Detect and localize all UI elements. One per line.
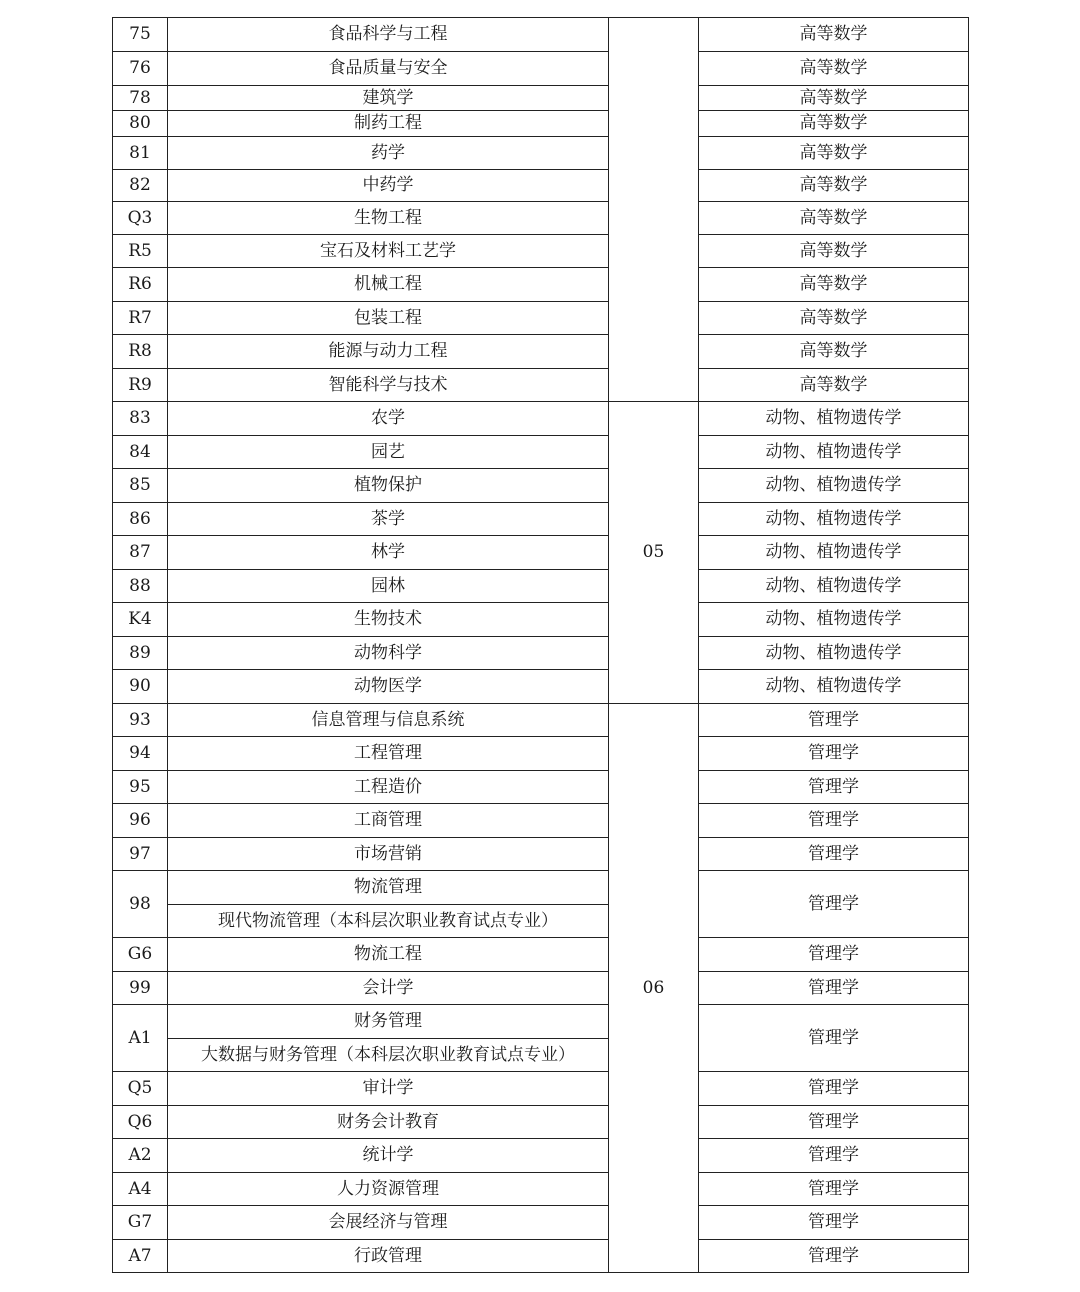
major-cell: 财务管理: [168, 1005, 609, 1039]
subject-cell: 管理学: [699, 737, 969, 771]
group-code-cell: [609, 18, 699, 402]
subject-cell: 高等数学: [699, 268, 969, 302]
table-row: [113, 804, 969, 838]
code-cell: 93: [113, 704, 168, 737]
table-row: [113, 111, 969, 137]
table-row: [113, 86, 969, 111]
table-row: [113, 1106, 969, 1139]
subject-cell: 高等数学: [699, 111, 969, 137]
major-cell: 工程造价: [168, 771, 609, 804]
table-row: [113, 369, 969, 402]
table-row: [113, 1139, 969, 1173]
major-cell: 审计学: [168, 1072, 609, 1106]
table-row: [113, 1005, 969, 1039]
code-cell: A2: [113, 1139, 168, 1173]
major-cell: 药学: [168, 137, 609, 170]
major-cell: 工商管理: [168, 804, 609, 838]
subject-cell: 管理学: [699, 972, 969, 1005]
major-cell: 建筑学: [168, 86, 609, 111]
code-cell: 99: [113, 972, 168, 1005]
code-cell: A7: [113, 1240, 168, 1273]
code-cell: Q5: [113, 1072, 168, 1106]
table-row: [113, 1240, 969, 1273]
subject-cell: 高等数学: [699, 335, 969, 369]
group-code-cell: 05: [609, 402, 699, 704]
table-row: [113, 536, 969, 570]
subject-cell: 高等数学: [699, 369, 969, 402]
code-cell: 80: [113, 111, 168, 137]
code-cell: 95: [113, 771, 168, 804]
code-cell: 85: [113, 469, 168, 503]
major-cell: 会展经济与管理: [168, 1206, 609, 1240]
subject-cell: 动物、植物遗传学: [699, 469, 969, 503]
code-cell: 96: [113, 804, 168, 838]
code-cell: R6: [113, 268, 168, 302]
code-cell: K4: [113, 603, 168, 637]
subject-cell: 管理学: [699, 1139, 969, 1173]
major-cell: 能源与动力工程: [168, 335, 609, 369]
subject-cell: 管理学: [699, 938, 969, 972]
code-cell: R8: [113, 335, 168, 369]
major-cell: 园艺: [168, 436, 609, 469]
subject-cell: 管理学: [699, 1072, 969, 1106]
major-cell: 生物工程: [168, 202, 609, 235]
code-cell: 94: [113, 737, 168, 771]
subject-cell: 高等数学: [699, 170, 969, 202]
subject-cell: 管理学: [699, 771, 969, 804]
table-row: [113, 268, 969, 302]
subject-cell: 动物、植物遗传学: [699, 570, 969, 603]
table-row: [113, 436, 969, 469]
subject-cell: 高等数学: [699, 302, 969, 335]
code-cell: 82: [113, 170, 168, 202]
code-cell: 89: [113, 637, 168, 670]
major-cell: 林学: [168, 536, 609, 570]
subject-cell: 高等数学: [699, 235, 969, 268]
subject-cell: 动物、植物遗传学: [699, 402, 969, 436]
table-row: [113, 335, 969, 369]
table-row: [113, 871, 969, 905]
table-row: [113, 52, 969, 86]
subject-cell: 管理学: [699, 1206, 969, 1240]
major-cell: 茶学: [168, 503, 609, 536]
table-row: [113, 603, 969, 637]
subject-cell: 管理学: [699, 1173, 969, 1206]
table-row: [113, 503, 969, 536]
major-cell: 物流工程: [168, 938, 609, 972]
subject-cell: 高等数学: [699, 137, 969, 170]
major-cell: 农学: [168, 402, 609, 436]
subject-cell: 高等数学: [699, 18, 969, 52]
table-row: [113, 637, 969, 670]
major-cell: 动物医学: [168, 670, 609, 704]
major-cell: 制药工程: [168, 111, 609, 137]
major-cell: 会计学: [168, 972, 609, 1005]
table-row: [113, 972, 969, 1005]
subject-cell: 动物、植物遗传学: [699, 436, 969, 469]
table-row: [113, 1173, 969, 1206]
subject-cell: 高等数学: [699, 202, 969, 235]
major-cell: 机械工程: [168, 268, 609, 302]
subject-cell: 动物、植物遗传学: [699, 536, 969, 570]
code-cell: 98: [113, 871, 168, 938]
subject-cell: 动物、植物遗传学: [699, 603, 969, 637]
major-cell: 工程管理: [168, 737, 609, 771]
code-cell: R5: [113, 235, 168, 268]
code-cell: Q3: [113, 202, 168, 235]
subject-cell: 高等数学: [699, 86, 969, 111]
major-cell: 中药学: [168, 170, 609, 202]
major-cell: 市场营销: [168, 838, 609, 871]
code-cell: G7: [113, 1206, 168, 1240]
code-cell: 78: [113, 86, 168, 111]
table-row: [113, 235, 969, 268]
table-row: [113, 838, 969, 871]
subject-cell: 管理学: [699, 1005, 969, 1072]
code-cell: 84: [113, 436, 168, 469]
table-row: [113, 302, 969, 335]
subject-table: [112, 17, 969, 1273]
major-cell: 食品科学与工程: [168, 18, 609, 52]
subject-cell: 管理学: [699, 1240, 969, 1273]
table-row: [113, 170, 969, 202]
code-cell: 90: [113, 670, 168, 704]
major-cell: 现代物流管理（本科层次职业教育试点专业）: [168, 905, 609, 938]
code-cell: A4: [113, 1173, 168, 1206]
code-cell: 97: [113, 838, 168, 871]
subject-cell: 管理学: [699, 838, 969, 871]
table-row: [113, 938, 969, 972]
subject-cell: 管理学: [699, 704, 969, 737]
major-cell: 统计学: [168, 1139, 609, 1173]
table-row: [113, 469, 969, 503]
major-cell: 财务会计教育: [168, 1106, 609, 1139]
code-cell: 88: [113, 570, 168, 603]
major-cell: 人力资源管理: [168, 1173, 609, 1206]
major-cell: 信息管理与信息系统: [168, 704, 609, 737]
major-cell: 植物保护: [168, 469, 609, 503]
table-row: [113, 202, 969, 235]
code-cell: G6: [113, 938, 168, 972]
table-row: [113, 771, 969, 804]
code-cell: 87: [113, 536, 168, 570]
code-cell: 76: [113, 52, 168, 86]
code-cell: R9: [113, 369, 168, 402]
subject-cell: 管理学: [699, 804, 969, 838]
table-row: [113, 402, 969, 436]
table-row: [113, 1206, 969, 1240]
major-cell: 智能科学与技术: [168, 369, 609, 402]
table-row: [113, 737, 969, 771]
table-row: [113, 137, 969, 170]
major-cell: 园林: [168, 570, 609, 603]
code-cell: 83: [113, 402, 168, 436]
table-row: [113, 1072, 969, 1106]
table-row: [113, 570, 969, 603]
code-cell: 75: [113, 18, 168, 52]
subject-cell: 动物、植物遗传学: [699, 503, 969, 536]
major-cell: 食品质量与安全: [168, 52, 609, 86]
subject-cell: 管理学: [699, 1106, 969, 1139]
major-cell: 行政管理: [168, 1240, 609, 1273]
major-cell: 生物技术: [168, 603, 609, 637]
code-cell: 81: [113, 137, 168, 170]
table-row: [113, 670, 969, 704]
table-row: [113, 704, 969, 737]
major-cell: 动物科学: [168, 637, 609, 670]
group-code-cell: 06: [609, 704, 699, 1273]
code-cell: R7: [113, 302, 168, 335]
major-cell: 物流管理: [168, 871, 609, 905]
subject-cell: 管理学: [699, 871, 969, 938]
code-cell: Q6: [113, 1106, 168, 1139]
code-cell: A1: [113, 1005, 168, 1072]
major-cell: 宝石及材料工艺学: [168, 235, 609, 268]
subject-cell: 动物、植物遗传学: [699, 637, 969, 670]
code-cell: 86: [113, 503, 168, 536]
subject-cell: 高等数学: [699, 52, 969, 86]
table-row: [113, 18, 969, 52]
major-cell: 大数据与财务管理（本科层次职业教育试点专业）: [168, 1039, 609, 1072]
major-cell: 包装工程: [168, 302, 609, 335]
subject-cell: 动物、植物遗传学: [699, 670, 969, 704]
